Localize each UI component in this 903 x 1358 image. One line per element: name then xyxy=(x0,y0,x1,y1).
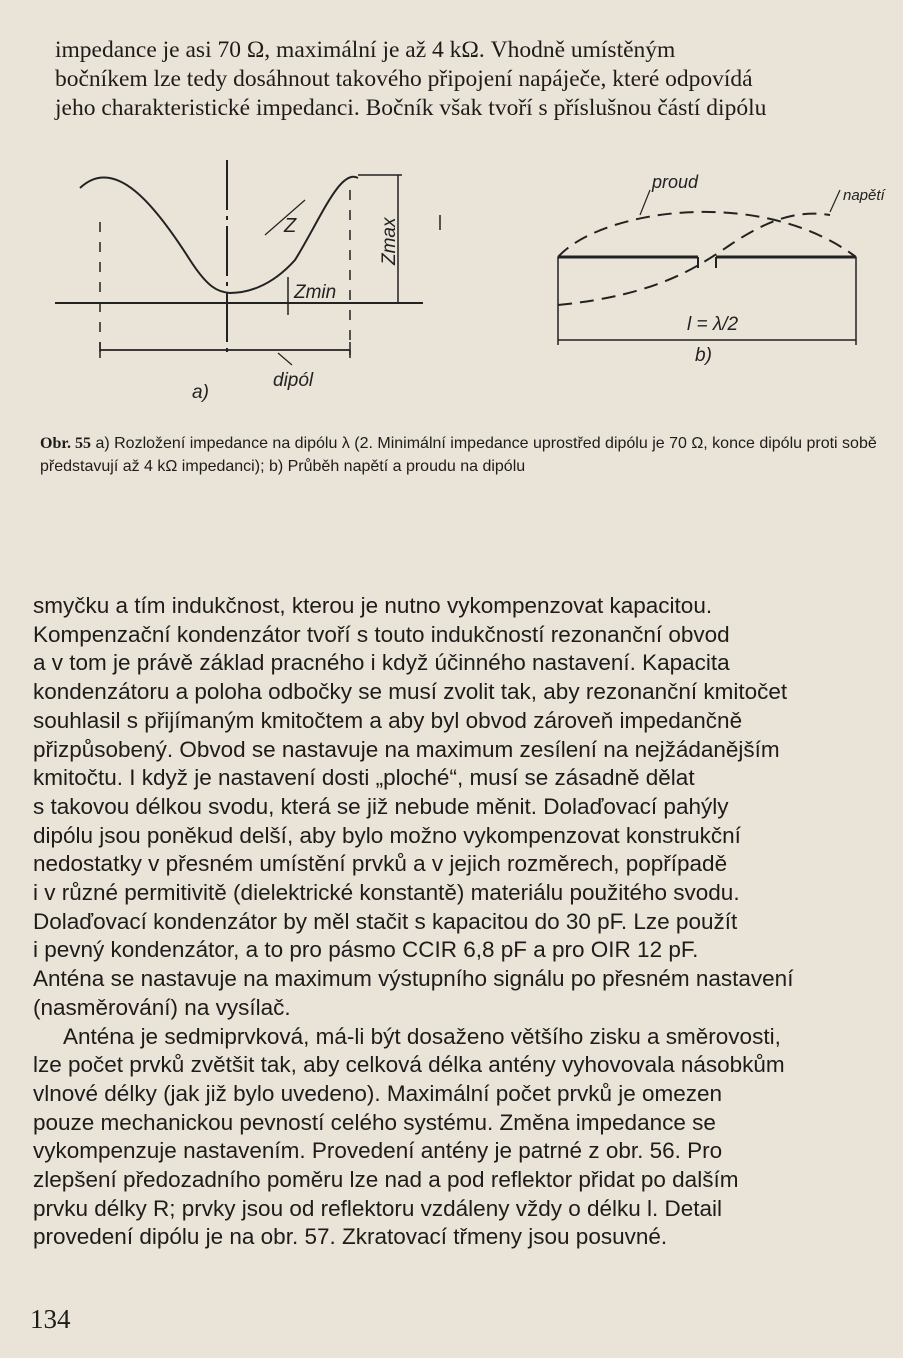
text-line: Anténa je sedmiprvková, má-li být dosaženo většího zisku a směrovosti, xyxy=(63,1023,781,1049)
text-line: vlnové délky (jak již bylo uvedeno). Maximální počet prvků je omezen xyxy=(33,1080,723,1106)
text-line: vykompenzuje nastavením. Provedení antény je patrné z obr. 56. Pro xyxy=(33,1138,723,1164)
paragraph xyxy=(33,1023,888,1253)
voltage-curve xyxy=(558,214,830,305)
label-proud: proud xyxy=(652,172,699,192)
caption-label: Obr. 55 xyxy=(40,435,91,452)
text-line: bočníkem lze tedy dosáhnout takového připojení napáječe, které odpovídá xyxy=(55,66,753,92)
text-line: provedení dipólu je na obr. 57. Zkratovací třmeny jsou posuvné. xyxy=(33,1224,668,1250)
text-line: zlepšení předozadního poměru lze nad a pod reflektor přidat po dalším xyxy=(33,1167,739,1193)
text-line: smyčku a tím indukčnost, kterou je nutno vykompenzovat kapacitou. xyxy=(33,593,713,618)
label-b: b) xyxy=(695,345,712,366)
text-line: přizpůsobený. Obvod se nastavuje na maximum zesílení na nejžádanějším xyxy=(33,736,780,762)
figure-caption xyxy=(40,432,888,478)
text-line: jeho charakteristické impedanci. Bočník však tvoří s příslušnou částí dipólu xyxy=(55,95,767,121)
text-line: i pevný kondenzátor, a to pro pásmo CCIR 6,8 pF a pro OIR 12 pF. xyxy=(33,937,699,963)
text-line: impedance je asi 70 Ω, maximální je až 4 kΩ. Vhodně umístěným xyxy=(55,37,676,63)
label-zmin: Zmin xyxy=(294,282,337,303)
text-line: prvku délky R; prvky jsou od reflektoru vzdáleny vždy o délku l. Detail xyxy=(33,1195,723,1221)
text-line: kondenzátoru a poloha odbočky se musí zvolit tak, aby rezonanční kmitočet xyxy=(33,679,788,705)
text-line: i v různé permitivitě (dielektrické konstantě) materiálu použitého svodu. xyxy=(33,880,740,906)
body-text xyxy=(33,592,888,1252)
text-line: a v tom je právě základ pracného i když účinného nastavení. Kapacita xyxy=(33,650,730,676)
text-line: Dolaďovací kondenzátor by měl stačit s kapacitou do 30 pF. Lze použít xyxy=(33,908,738,934)
caption-text: a) Rozložení impedance na dipólu λ (2. Minimální impedance uprostřed dipólu je 70 Ω, konce dipólu proti sobě představují až 4 kΩ impedanci); b) Průběh napětí a proudu na dipólu xyxy=(40,435,877,475)
text-line: kmitočtu. I když je nastavení dosti „ploché“, musí se zásadně dělat xyxy=(33,765,695,791)
label-napeti: napětí xyxy=(843,187,885,204)
text-line: nedostatky v přesném umístění prvků a v jejich rozměrech, popřípadě xyxy=(33,851,728,877)
current-curve xyxy=(558,212,856,257)
text-line: pouze mechanickou pevností celého systému. Změna impedance se xyxy=(33,1109,716,1135)
text-line: s takovou délkou svodu, která se již nebude měnit. Dolaďovací pahýly xyxy=(33,793,729,819)
diagram-b xyxy=(440,190,856,345)
page-number: 134 xyxy=(30,1304,71,1334)
paragraph xyxy=(33,592,888,1023)
label-dipol: dipól xyxy=(273,370,314,391)
text-line: dipólu jsou poněkud delší, aby bylo možno vykompenzovat konstrukční xyxy=(33,822,741,848)
intro-paragraph xyxy=(55,36,885,123)
text-line: lze počet prvků zvětšit tak, aby celková délka antény vyhovovala násobkům xyxy=(33,1052,785,1078)
text-line: souhlasil s přijímaným kmitočtem a aby byl obvod zároveň impedančně xyxy=(33,707,743,733)
label-z: Z xyxy=(284,215,297,237)
figure-55 xyxy=(40,150,900,410)
impedance-curve xyxy=(80,177,358,293)
label-length: l = λ/2 xyxy=(687,314,739,335)
diagram-a xyxy=(55,160,423,365)
text-line: (nasměrování) na vysílač. xyxy=(33,994,291,1020)
text-line: Kompenzační kondenzátor tvoří s touto indukčností rezonanční obvod xyxy=(33,621,730,647)
text-line: Anténa se nastavuje na maximum výstupního signálu po přesném nastavení xyxy=(33,966,794,992)
label-a: a) xyxy=(192,382,209,403)
label-zmax: Zmax xyxy=(379,217,400,265)
